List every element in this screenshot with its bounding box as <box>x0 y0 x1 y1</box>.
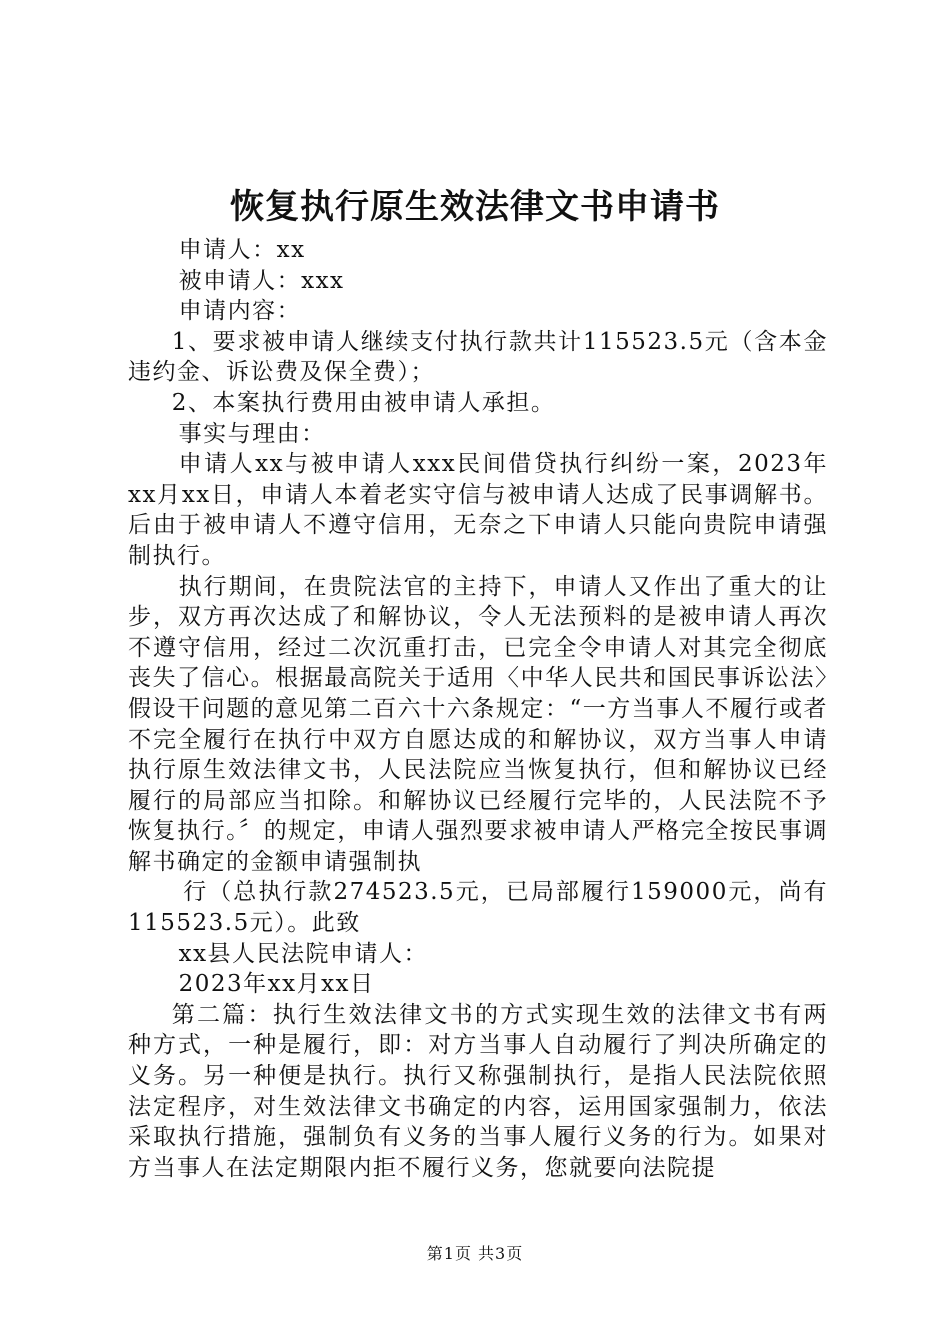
request-item-1: 1、要求被申请人继续支付执行款共计115523.5元（含本金违约金、诉讼费及保全费）； <box>128 328 828 386</box>
facts-heading: 事实与理由： <box>178 420 326 447</box>
respondent-line: 被申请人：xxx <box>178 267 345 294</box>
request-item-2: 2、本案执行费用由被申请人承担。 <box>171 389 556 416</box>
applicant-line: 申请人：xx <box>178 237 306 263</box>
document-body <box>128 235 828 1183</box>
second-article-paragraph: 第二篇：执行生效法律文书的方式实现生效的法律文书有两种方式，一种是履行，即：对方当事人自动履行了判决所确定的义务。另一种便是执行。执行又称强制执行，是指人民法院依照法定程序，对生效法律文书确定的内容，运用国家强制力，依法采取执行措施，强制负有义务的当事人履行义务的行为。如果对方当事人在法定期限内拒不履行义务，您就要向法院提 <box>128 1001 828 1181</box>
date-line: 2023年xx月xx日 <box>178 971 375 998</box>
request-heading: 申请内容： <box>178 298 302 325</box>
facts-paragraph-3: 行（总执行款274523.5元，已局部履行159000元，尚有115523.5元）。此致 <box>128 879 828 937</box>
page-number: 第1页 共3页 <box>426 1244 524 1263</box>
document-title: 恢复执行原生效法律文书申请书 <box>230 187 720 227</box>
facts-paragraph-2: 执行期间，在贵院法官的主持下，申请人又作出了重大的让步，双方再次达成了和解协议，令人无法预料的是被申请人再次不遵守信用，经过二次沉重打击，已完全令申请人对其完全彻底丧失了信心。根据最高院关于适用〈中华人民共和国民事诉讼法〉假设干问题的意见第二百六十六条规定：“一方当事人不履行或者不完全履行在执行中双方自愿达成的和解协议，双方当事人申请执行原生效法律文书，人民法院应当恢复执行，但和解协议已经履行的局部应当扣除。和解协议已经履行完毕的，人民法院不予恢复执行。〞的规定，申请人强烈要求被申请人严格完全按民事调解书确定的金额申请强制执 <box>128 573 828 875</box>
facts-paragraph-1: 申请人xx与被申请人xxx民间借贷执行纠纷一案，2023年xx月xx日，申请人本着老实守信与被申请人达成了民事调解书。后由于被申请人不遵守信用，无奈之下申请人只能向贵院申请强制执行。 <box>128 451 828 569</box>
court-line: xx县人民法院申请人： <box>178 940 429 967</box>
